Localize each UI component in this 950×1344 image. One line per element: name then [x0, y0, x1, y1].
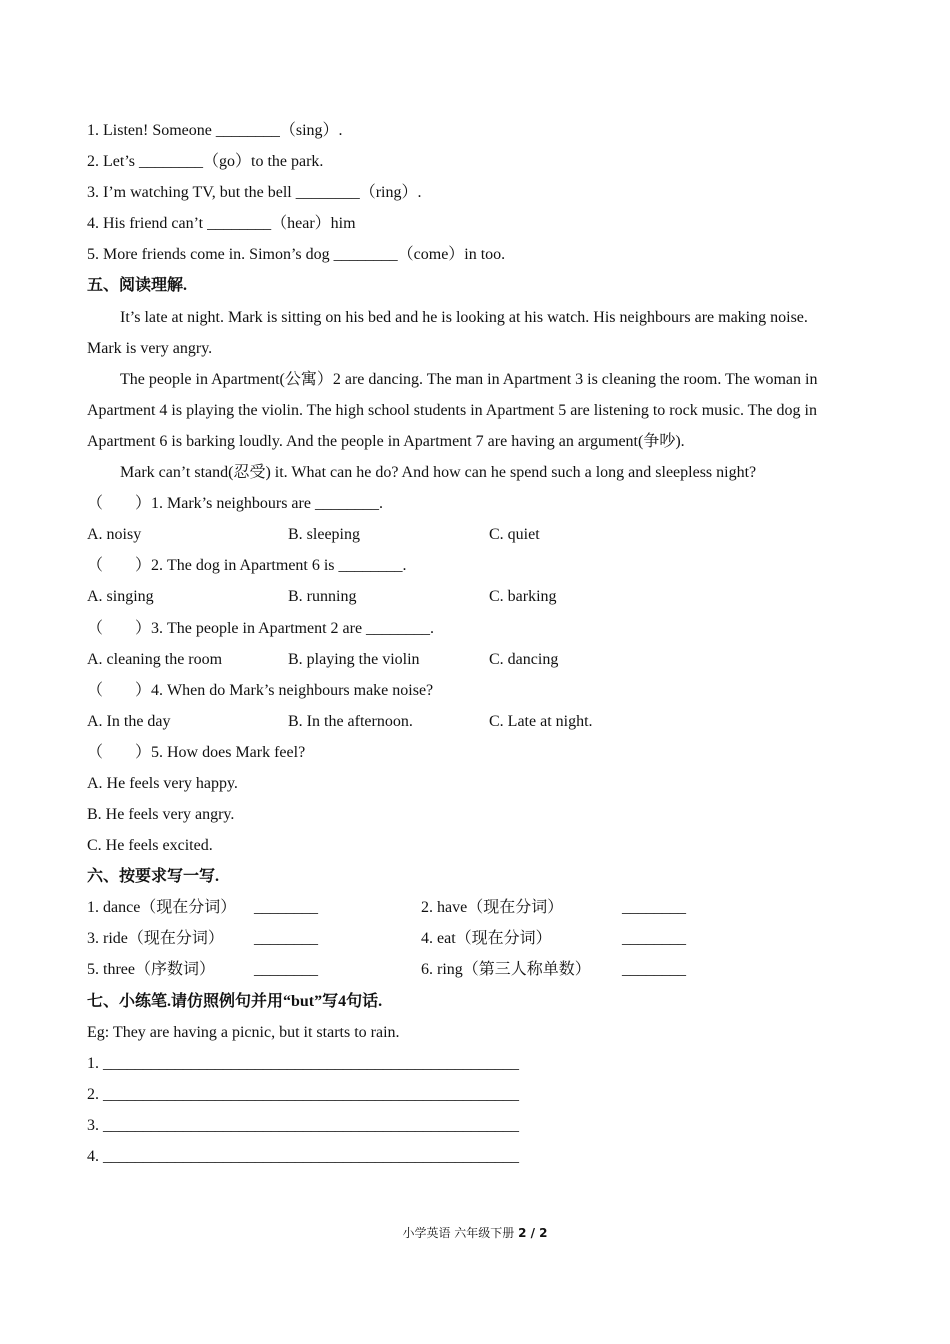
writing-line: 4. ____________________________________________________: [87, 1148, 519, 1165]
option-b: B. He feels very angry.: [87, 806, 235, 823]
question-3: （ ）3. The people in Apartment 2 are ________.: [87, 620, 435, 637]
word-item-label: 5. three（序数词）: [87, 961, 215, 978]
option-a: A. In the day: [87, 713, 171, 730]
option-a: A. singing: [87, 588, 154, 605]
fill-item-1: 1. Listen! Someone ________（sing）.: [87, 122, 343, 139]
option-b: B. playing the violin: [288, 651, 420, 668]
option-c: C. quiet: [489, 526, 540, 543]
passage-line: Mark is very angry.: [87, 340, 213, 357]
word-item-label: 1. dance（现在分词）: [87, 899, 237, 916]
writing-line: 2. ____________________________________________________: [87, 1086, 519, 1103]
option-a: A. noisy: [87, 526, 142, 543]
passage-line: Apartment 4 is playing the violin. The high school students in Apartment 5 are listening to rock music. The dog in: [87, 402, 817, 419]
answer-blank: ________: [622, 899, 686, 916]
answer-blank: ________: [622, 961, 686, 978]
option-c: C. He feels excited.: [87, 837, 213, 854]
passage-line: The people in Apartment(公寓）2 are dancing. The man in Apartment 3 is cleaning the room. The woman in: [120, 371, 818, 388]
fill-item-4: 4. His friend can’t ________（hear）him: [87, 215, 356, 232]
option-c: C. dancing: [489, 651, 559, 668]
fill-item-2: 2. Let’s ________（go）to the park.: [87, 153, 324, 170]
answer-blank: ________: [254, 961, 318, 978]
answer-blank: ________: [622, 930, 686, 947]
writing-line: 3. ____________________________________________________: [87, 1117, 519, 1134]
writing-line: 1. ____________________________________________________: [87, 1055, 519, 1072]
option-b: B. In the afternoon.: [288, 713, 413, 730]
option-a: A. cleaning the room: [87, 651, 223, 668]
option-a: A. He feels very happy.: [87, 775, 238, 792]
option-c: C. barking: [489, 588, 557, 605]
footer-subject: 小学英语 六年级下册: [402, 1226, 519, 1240]
word-item-label: 3. ride（现在分词）: [87, 930, 224, 947]
page-number: 2 / 2: [518, 1226, 548, 1240]
option-b: B. sleeping: [288, 526, 360, 543]
example-sentence: Eg: They are having a picnic, but it starts to rain.: [87, 1024, 400, 1041]
question-2: （ ）2. The dog in Apartment 6 is ________.: [87, 557, 407, 574]
question-4: （ ）4. When do Mark’s neighbours make noise?: [87, 682, 434, 699]
passage-line: It’s late at night. Mark is sitting on his bed and he is looking at his watch. His neighbours are making noise.: [120, 309, 808, 326]
answer-blank: ________: [254, 899, 318, 916]
page-footer: [0, 1225, 950, 1241]
question-5: （ ）5. How does Mark feel?: [87, 744, 306, 761]
option-c: C. Late at night.: [489, 713, 593, 730]
question-1: （ ）1. Mark’s neighbours are ________.: [87, 495, 383, 512]
word-item-label: 6. ring（第三人称单数）: [421, 961, 591, 978]
passage-line: Mark can’t stand(忍受) it. What can he do? And how can he spend such a long and sleepless night?: [120, 464, 757, 481]
section-5-title: 五、阅读理解.: [87, 277, 188, 294]
section-7-title: 七、小练笔.请仿照例句并用“but”写4句话.: [87, 993, 383, 1010]
answer-blank: ________: [254, 930, 318, 947]
section-6-title: 六、按要求写一写.: [87, 868, 220, 885]
word-item-label: 4. eat（现在分词）: [421, 930, 552, 947]
fill-item-3: 3. I’m watching TV, but the bell ________（ring）.: [87, 184, 422, 201]
fill-item-5: 5. More friends come in. Simon’s dog ________（come）in too.: [87, 246, 506, 263]
option-b: B. running: [288, 588, 357, 605]
word-item-label: 2. have（现在分词）: [421, 899, 564, 916]
passage-line: Apartment 6 is barking loudly. And the people in Apartment 7 are having an argument(争吵).: [87, 433, 685, 450]
